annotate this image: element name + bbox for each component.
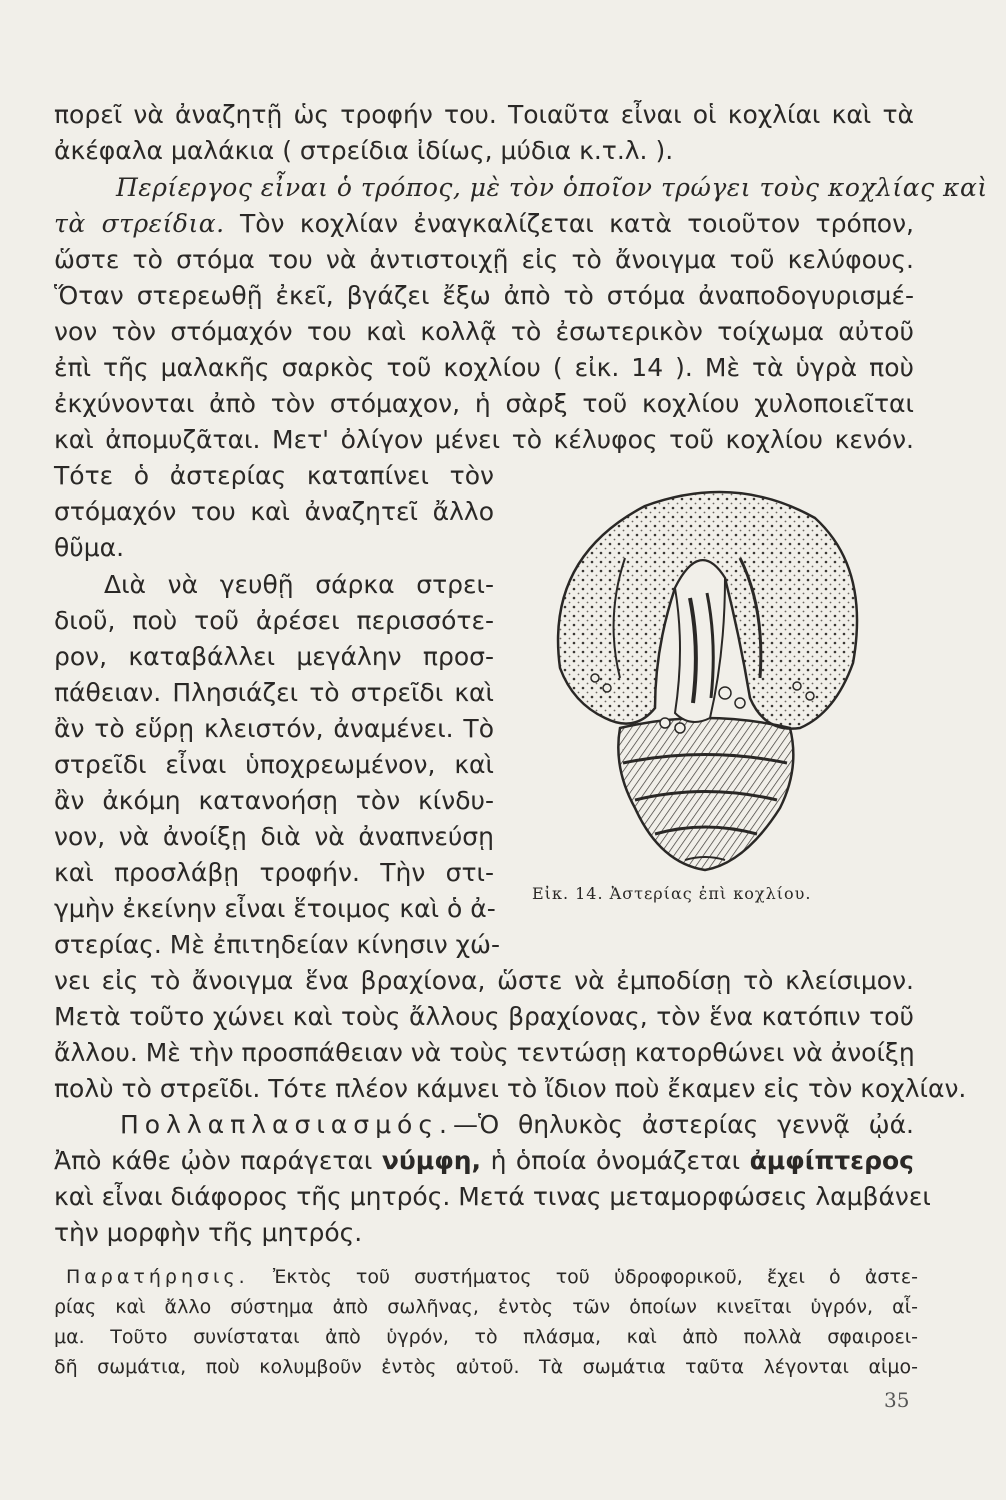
- text-line: ἂν ἀκόμη κατανοήσῃ τὸν κίνδυ-: [54, 786, 494, 815]
- note-line: μα. Τοῦτο συνίσταται ἀπὸ ὑγρόν, τὸ πλάσμα, καὶ ἀπὸ πολλὰ σφαιροει-: [54, 1326, 918, 1348]
- text-line: στερίας. Μὲ ἐπιτηδείαν κίνησιν χώ-: [54, 930, 501, 959]
- text-line: Μετὰ τοῦτο χώνει καὶ τοὺς ἄλλους βραχίονας, τὸν ἕνα κατόπιν τοῦ: [54, 1002, 914, 1031]
- text-line: καὶ εἶναι διάφορος τῆς μητρός. Μετά τινας μεταμορφώσεις λαμβάνει: [54, 1182, 931, 1211]
- note-line: [66, 1262, 918, 1292]
- text-line: ὥστε τὸ στόμα του νὰ ἀντιστοιχῇ εἰς τὸ ἄνοιγμα τοῦ κελύφους.: [54, 245, 914, 274]
- text-line: νει εἰς τὸ ἄνοιγμα ἕνα βραχίονα, ὥστε νὰ ἐμποδίσῃ τὸ κλείσιμον.: [54, 966, 914, 995]
- text-line: Ὅταν στερεωθῇ ἐκεῖ, βγάζει ἔξω ἀπὸ τὸ στόμα ἀναποδογυρισμέ-: [54, 281, 914, 310]
- italic-phrase: τὰ στρείδια.: [54, 209, 225, 238]
- text-line: στόμαχόν του καὶ ἀναζητεῖ ἄλλο: [54, 497, 494, 526]
- starfish-on-snail-illustration: [535, 478, 875, 878]
- note-heading: Παρατήρησις.: [66, 1266, 249, 1288]
- text-line: ἐκχύνονται ἀπὸ τὸν στόμαχον, ἡ σὰρξ τοῦ κοχλίου χυλοποιεῖται: [54, 389, 914, 418]
- text-span: Ἀπὸ κάθε ᾠὸν παράγεται: [54, 1146, 382, 1175]
- text-line: γμὴν ἐκείνην εἶναι ἕτοιμος καὶ ὁ ἀ-: [54, 894, 496, 923]
- text-span: ἡ ὁποία ὀνομάζεται: [481, 1146, 750, 1175]
- text-line: θῦμα.: [54, 533, 125, 562]
- text-line: ἄλλου. Μὲ τὴν προσπάθειαν νὰ τοὺς τεντώσῃ κατορθώνει νὰ ἀνοίξῃ: [54, 1038, 915, 1067]
- page-number: 35: [884, 1388, 910, 1412]
- note-line: δῆ σωμάτια, ποὺ κολυμβοῦν ἐντὸς αὐτοῦ. Τὰ σωμάτια ταῦτα λέγονται αἱμο-: [54, 1356, 918, 1378]
- text-line: πάθειαν. Πλησιάζει τὸ στρεῖδι καὶ: [54, 678, 494, 707]
- text-line: [120, 1108, 914, 1142]
- text-line: στρεῖδι εἶναι ὑποχρεωμένον, καὶ: [54, 750, 494, 779]
- bold-term: ἀμφίπτερος: [749, 1146, 914, 1175]
- bold-term: νύμφη,: [381, 1146, 482, 1175]
- text-line: [54, 207, 914, 241]
- text-line: [54, 1144, 914, 1178]
- section-heading: Πολλαπλασιασμός.: [120, 1110, 453, 1139]
- text-line: νον, νὰ ἀνοίξῃ διὰ νὰ ἀναπνεύσῃ: [54, 822, 494, 851]
- text-line: καὶ προσλάβῃ τροφήν. Τὴν στι-: [54, 858, 494, 887]
- text-line: καὶ ἀπομυζᾶται. Μετ' ὀλίγον μένει τὸ κέλυφος τοῦ κοχλίου κενόν.: [54, 425, 914, 454]
- text-span: —Ὁ θηλυκὸς ἀστερίας γεννᾷ ᾠά.: [452, 1110, 914, 1139]
- starfish-body: [558, 492, 857, 733]
- snail-shell: [618, 718, 793, 870]
- text-line: νον τὸν στόμαχόν του καὶ κολλᾷ τὸ ἐσωτερικὸν τοίχωμα αὐτοῦ: [54, 317, 914, 346]
- text-line: διοῦ, ποὺ τοῦ ἀρέσει περισσότε-: [54, 606, 494, 635]
- text-line: ἀκέφαλα μαλάκια ( στρείδια ἰδίως, μύδια κ.τ.λ. ).: [54, 136, 674, 165]
- text-line: ἂν τὸ εὕρῃ κλειστόν, ἀναμένει. Τὸ: [54, 714, 494, 743]
- text-line: Διὰ νὰ γευθῇ σάρκα στρει-: [104, 570, 494, 599]
- text-line: τὴν μορφὴν τῆς μητρός.: [54, 1218, 363, 1247]
- text-line: πολὺ τὸ στρεῖδι. Τότε πλέον κάμνει τὸ ἴδιον ποὺ ἔκαμεν εἰς τὸν κοχλίαν.: [54, 1074, 967, 1103]
- text-span: Ἐκτὸς τοῦ συστήματος τοῦ ὑδροφορικοῦ, ἔχει ὁ ἀστε-: [248, 1266, 918, 1288]
- note-line: ρίας καὶ ἄλλο σύστημα ἀπὸ σωλῆνας, ἐντὸς τῶν ὁποίων κινεῖται ὑγρόν, αἷ-: [54, 1296, 918, 1318]
- text-line: ἐπὶ τῆς μαλακῆς σαρκὸς τοῦ κοχλίου ( εἰκ. 14 ). Μὲ τὰ ὑγρὰ ποὺ: [54, 353, 914, 382]
- text-line: πορεῖ νὰ ἀναζητῇ ὡς τροφήν του. Τοιαῦτα εἶναι οἱ κοχλίαι καὶ τὰ: [54, 100, 914, 129]
- figure-caption: Εἰκ. 14. Ἀστερίας ἐπὶ κοχλίου.: [532, 884, 812, 903]
- text-line: ρον, καταβάλλει μεγάλην προσ-: [54, 642, 494, 671]
- text-line: Τότε ὁ ἀστερίας καταπίνει τὸν: [54, 461, 494, 490]
- text-span: Τὸν κοχλίαν ἐναγκαλίζεται κατὰ τοιοῦτον τρόπον,: [224, 209, 914, 238]
- italic-text-line: Περίεργος εἶναι ὁ τρόπος, μὲ τὸν ὁποῖον τρώγει τοὺς κοχλίας καὶ: [116, 173, 988, 202]
